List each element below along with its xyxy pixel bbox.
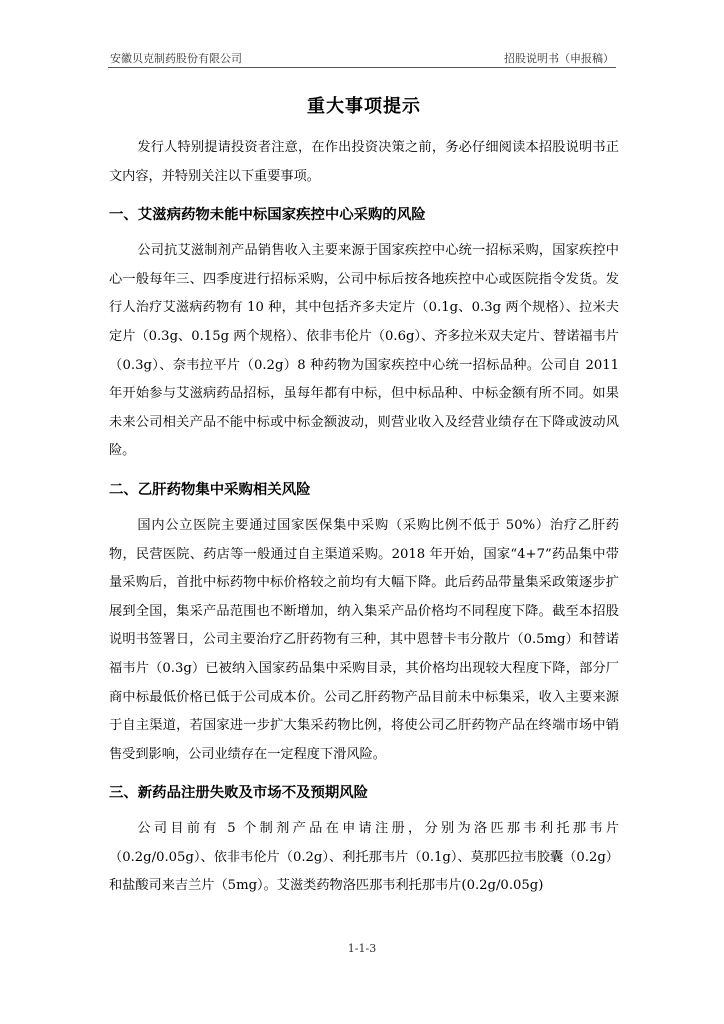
page-header xyxy=(108,50,616,68)
section-2-paragraph: 国内公立医院主要通过国家医保集中采购（采购比例不低于 50%）治疗乙肝药物，民营医院、药店等一般通过自主渠道采购。2018 年开始，国家“4+7”药品集中带量采购后，首批中标药物中标价格较之前均有大幅下降。此后药品带量集采政策逐步扩展到全国，集采产品范围也不断增加，纳入集采产品价格均不同程度下降。截至本招股说明书签署日，公司主要治疗乙肝药物有三种，其中恩替卡韦分散片（0.5mg）和替诺福韦片（0.3g）已被纳入国家药品集中采购目录，其价格均出现较大程度下降，部分厂商中标最低价格已低于公司成本价。公司乙肝药物产品目前未中标集采，收入主要来源于自主渠道，若国家进一步扩大集采药物比例，将使公司乙肝药物产品在终端市场中销售受到影响，公司业绩存在一定程度下滑风险。 xyxy=(109,517,619,762)
header-company-name: 安徽贝克制药股份有限公司 xyxy=(110,52,242,65)
section-2-heading: 二、乙肝药物集中采购相关风险 xyxy=(109,481,311,498)
page-number: 1-1-3 xyxy=(347,942,377,955)
page-body xyxy=(109,84,619,901)
header-divider xyxy=(108,67,616,68)
section-1-paragraph: 公司抗艾滋制剂产品销售收入主要来源于国家疾控中心统一招标采购，国家疾控中心一般每年三、四季度进行招标采购，公司中标后按各地疾控中心或医院指令发货。发行人治疗艾滋病药物有 10 种，其中包括齐多夫定片（0.1g、0.3g 两个规格）、拉米夫定片（0.3g、0.15g 两个规格）、依非韦伦片（0.6g）、齐多拉米双夫定片、替诺福韦片（0.3g）、奈韦拉平片（0.2g）8 种药物为国家疾控中心统一招标品种。公司自 2011 年开始参与艾滋病药品招标，虽每年都有中标，但中标品种、中标金额有所不同。如果未来公司相关产品不能中标或中标金额波动，则营业收入及经营业绩存在下降或波动风险。 xyxy=(109,243,619,459)
section-1-heading: 一、艾滋病药物未能中标国家疾控中心采购的风险 xyxy=(109,207,426,224)
intro-paragraph: 发行人特别提请投资者注意，在作出投资决策之前，务必仔细阅读本招股说明书正文内容，并特别关注以下重要事项。 xyxy=(109,140,619,184)
section-3-paragraph: 公司目前有 5 个制剂产品在申请注册，分别为洛匹那韦利托那韦片（0.2g/0.05g）、依非韦伦片（0.2g）、利托那韦片（0.1g）、莫那匹拉韦胶囊（0.2g）和盐酸司来吉兰片（5mg）。艾滋类药物洛匹那韦利托那韦片(0.2g/0.05g) xyxy=(109,821,619,894)
page-title: 重大事项提示 xyxy=(307,96,421,117)
header-document-type: 招股说明书（申报稿） xyxy=(504,52,614,65)
section-3-heading: 三、新药品注册失败及市场不及预期风险 xyxy=(109,785,369,802)
